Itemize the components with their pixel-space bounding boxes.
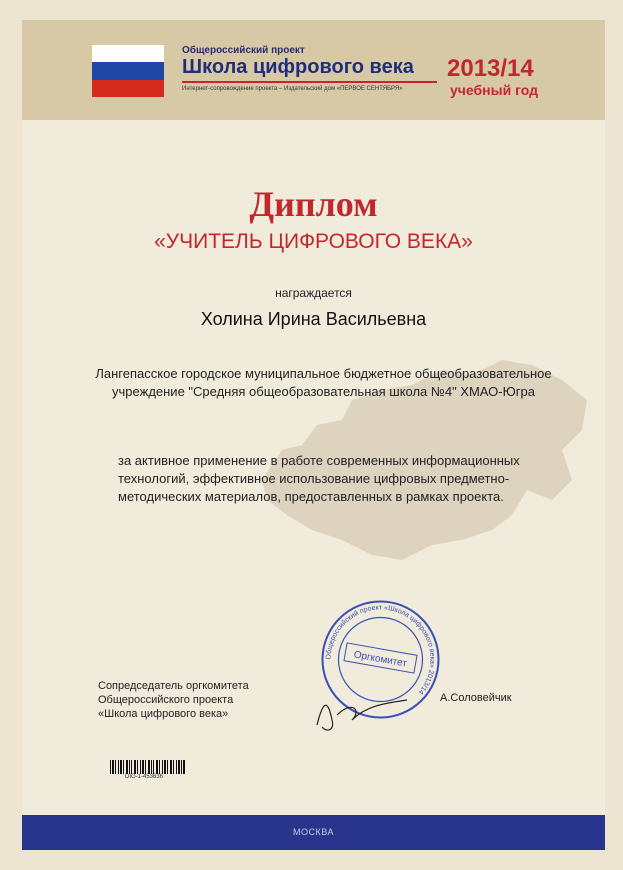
barcode-number: DIG-1-453636: [125, 774, 164, 780]
chair-line-3: «Школа цифрового века»: [98, 708, 229, 720]
stamp-ring-text: Общероссийский проект «Школа цифрового века» 2013/14: [325, 604, 436, 696]
organization-text: Лангепасское городское муниципальное бюджетное общеобразовательное учреждение "Средняя общеобразовательная школа №4" ХМАО-Югра: [95, 366, 552, 399]
header-band: [22, 20, 605, 120]
chair-line-2: Общероссийского проекта: [98, 694, 234, 706]
diploma-title: Диплом: [249, 184, 378, 224]
signature: [307, 675, 417, 735]
support-line: Интернет-сопровождение проекта – Издательский дом «ПЕРВОЕ СЕНТЯБРЯ»: [182, 86, 403, 92]
barcode: [110, 760, 185, 774]
school-year: 2013/14: [447, 55, 534, 82]
awarded-label: награждается: [275, 286, 352, 300]
footer-city: МОСКВА: [293, 827, 334, 837]
diploma-sheet: [22, 20, 605, 850]
footer-band: [22, 815, 605, 850]
chair-title: [98, 679, 249, 721]
recipient-name: Холина Ирина Васильевна: [200, 309, 427, 329]
signer-name: А.Соловейчик: [440, 692, 512, 704]
merit-text: за активное применение в работе современных информационных технологий, эффективное использование цифровых предметно-методических материалов, предоставленных в рамках проекта.: [118, 453, 520, 504]
diploma-subtitle: «УЧИТЕЛЬ ЦИФРОВОГО ВЕКА»: [154, 230, 473, 253]
stamp-center-text: Оргкомитет: [352, 649, 408, 670]
school-year-label: учебный год: [450, 82, 538, 98]
header-divider: [182, 81, 437, 83]
project-title: Школа цифрового века: [182, 56, 414, 78]
project-label: Общероссийский проект: [182, 45, 305, 56]
chair-line-1: Сопредседатель оргкомитета: [98, 680, 249, 692]
russian-flag-icon: [92, 45, 164, 97]
